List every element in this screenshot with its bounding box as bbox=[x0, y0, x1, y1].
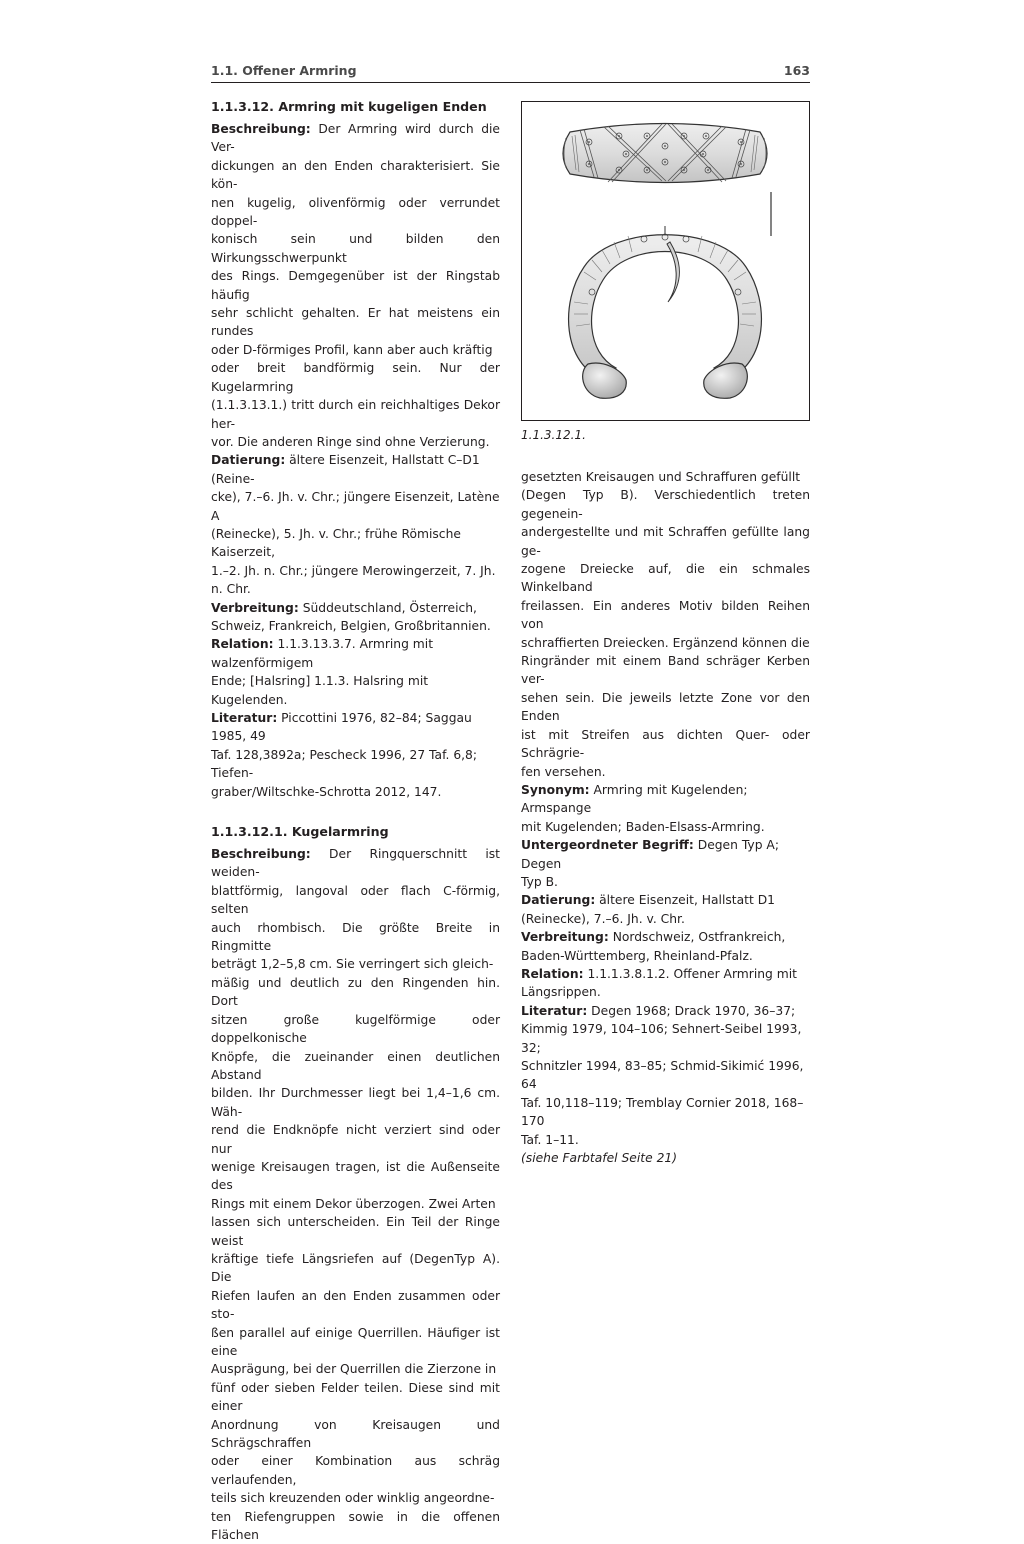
figure-armring-drawing bbox=[521, 101, 810, 421]
untergeordneter-begriff-paragraph: Untergeordneter Begriff: Degen Typ A; Degen Typ B. bbox=[521, 838, 779, 889]
figure-caption: 1.1.3.12.1. bbox=[521, 428, 586, 442]
beschreibung-label: Beschreibung: bbox=[211, 847, 311, 862]
running-header bbox=[211, 62, 810, 83]
verbreitung-label: Verbreitung: bbox=[211, 600, 299, 615]
relation-paragraph: Relation: 1.1.1.3.8.1.2. Offener Armring mit Längsrippen. bbox=[521, 966, 797, 1000]
datierung-label: Datierung: bbox=[521, 893, 596, 908]
band-top-view bbox=[563, 124, 767, 183]
literatur-paragraph: Literatur: Degen 1968; Drack 1970, 36–37; Kimmig 1979, 104–106; Sehnert-Seibel 1993, 32; Schnitzler 1994, 83–85; Schmid-Sikimić 1996, 64 Taf. 10,118–119; Tremblay Cornier 2018, 168–170 Taf. 1–11. bbox=[521, 1003, 804, 1147]
untergeordneter-label: Untergeordneter Begriff: bbox=[521, 838, 694, 853]
left-column bbox=[211, 98, 500, 1544]
relation-paragraph: Relation: 1.1.3.13.3.7. Armring mit walzenförmigem Ende; [Halsring] 1.1.3. Halsring mit Kugelenden. bbox=[211, 637, 434, 707]
chapter-title: 1.1. Offener Armring bbox=[211, 63, 357, 78]
verbreitung-label: Verbreitung: bbox=[521, 930, 609, 945]
beschreibung-continuation: gesetzten Kreisaugen und Schraffuren gefüllt (Degen Typ B). Verschiedentlich treten gegenein- andergestellte und mit Schraffen gefüllte lang ge- zogene Dreiecke auf, die ein schmales Winkelband freilassen. Ein anderes Motiv bilden Reihen von schraffierten Dreiecken. Ergänzend können die Ringränder mit einem Band schräger Kerben ver- sehen sein. Die jeweils letzte Zone vor den Enden ist mit Streifen aus dichten Quer- oder Schrägrie- fen versehen. bbox=[521, 470, 810, 779]
datierung-paragraph: Datierung: ältere Eisenzeit, Hallstatt C–D1 (Reine- cke), 7.–6. Jh. v. Chr.; jüngere Eisenzeit, Latène A (Reinecke), 5. Jh. v. Chr.; frühe Römische Kaiserzeit, 1.–2. Jh. n. Chr.; jüngere Merowingerzeit, 7. Jh. n. Chr. bbox=[211, 453, 500, 597]
datierung-label: Datierung: bbox=[211, 453, 286, 468]
beschreibung-paragraph: Beschreibung: Der Armring wird durch die Ver- dickungen an den Enden charakterisiert. Sie kön- nen kugelig, olivenförmig oder verrundet doppel- konisch sein und bilden den Wirkungsschwerpunkt des Rings. Demgegenüber ist der Ringstab häufig sehr schlicht gehalten. Er hat meistens ein rundes oder D-förmiges Profil, kann aber auch kräftig oder breit bandförmig sein. Nur der Kugelarmring (1.1.3.13.1.) tritt durch ein reichhaltiges Dekor her- vor. Die anderen Ringe sind ohne Verzierung. bbox=[211, 122, 500, 449]
right-column bbox=[521, 468, 810, 1167]
relation-label: Relation: bbox=[211, 637, 274, 652]
datierung-paragraph: Datierung: ältere Eisenzeit, Hallstatt D1 (Reinecke), 7.–6. Jh. v. Chr. bbox=[521, 893, 775, 926]
beschreibung-label: Beschreibung: bbox=[211, 122, 311, 136]
synonym-paragraph: Synonym: Armring mit Kugelenden; Armspange mit Kugelenden; Baden-Elsass-Armring. bbox=[521, 782, 765, 834]
relation-label: Relation: bbox=[521, 966, 584, 981]
subsection-title: 1.1.3.12.1. Kugelarmring bbox=[211, 824, 389, 840]
literatur-label: Literatur: bbox=[211, 711, 278, 725]
ring-side-view bbox=[569, 234, 762, 398]
farbtafel-note: (siehe Farbtafel Seite 21) bbox=[521, 1151, 678, 1166]
literatur-label: Literatur: bbox=[521, 1003, 588, 1018]
literatur-paragraph: Literatur: Piccottini 1976, 82–84; Saggau 1985, 49 Taf. 128,3892a; Pescheck 1996, 27 Taf. 6,8; Tiefen- graber/Wiltschke-Schrotta 2012, 147. bbox=[211, 711, 478, 799]
kugelarmring-beschreibung: Beschreibung: Der Ringquerschnitt ist weiden- blattförmig, langoval oder flach C-förmig, selten auch rhombisch. Die größte Breite in Ringmitte beträgt 1,2–5,8 cm. Sie verringert sich gleich- mäßig und deutlich zu den Ringenden hin. Dort sitzen große kugelförmige oder doppelkonische Knöpfe, die zueinander einen deutlichen Abstand bilden. Ihr Durchmesser liegt bei 1,4–1,6 cm. Wäh- rend die Endknöpfe nicht verziert sind oder nur wenige Kreisaugen tragen, ist die Außenseite des Rings mit einem Dekor überzogen. Zwei Arten lassen sich unterscheiden. Ein Teil der Ringe weist kräftige tiefe Längsriefen auf (DegenTyp A). Die Riefen laufen an den Enden zusammen oder sto- ßen parallel auf einige Querrillen. Häufiger ist eine Ausprägung, bei der Querrillen die Zierzone in fünf oder sieben Felder teilen. Diese sind mit einer Anordnung von Kreisaugen und Schrägschraffen oder einer Kombination aus schräg verlaufenden, teils sich kreuzenden oder winklig angeordne- ten Riefengruppen sowie in die offenen Flächen bbox=[211, 847, 500, 1543]
section-title: 1.1.3.12. Armring mit kugeligen Enden bbox=[211, 99, 487, 114]
verbreitung-paragraph: Verbreitung: Nordschweiz, Ostfrankreich, Baden-Württemberg, Rheinland-Pfalz. bbox=[521, 930, 786, 963]
verbreitung-paragraph: Verbreitung: Süddeutschland, Österreich, Schweiz, Frankreich, Belgien, Großbritannien. bbox=[211, 600, 491, 633]
page-number: 163 bbox=[783, 63, 810, 78]
synonym-label: Synonym: bbox=[521, 782, 590, 797]
armring-illustration bbox=[522, 102, 809, 420]
